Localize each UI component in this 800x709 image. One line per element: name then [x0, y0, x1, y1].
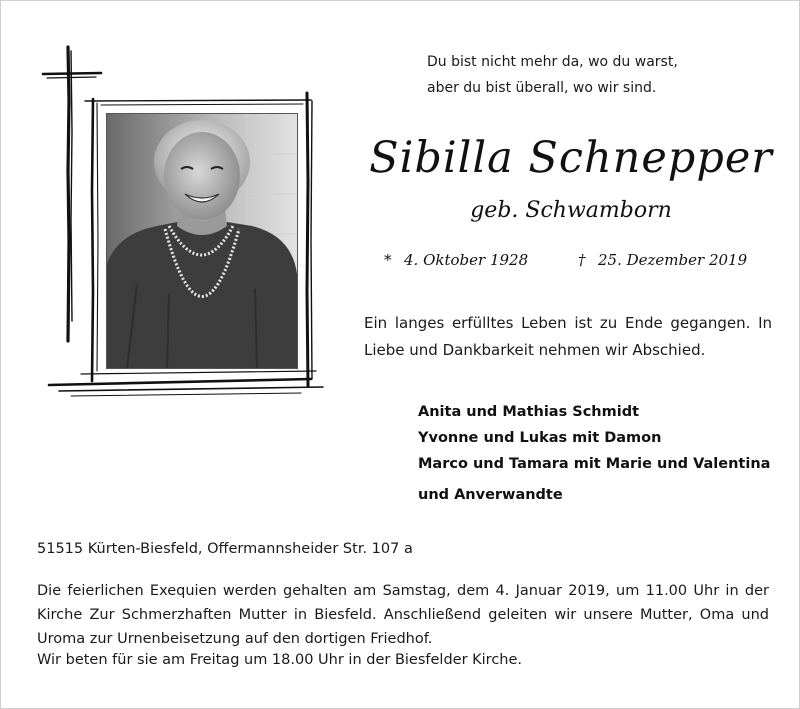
address: 51515 Kürten-Biesfeld, Offermannsheider Str. 107 a [37, 541, 413, 557]
mourner-entry: Anita und Mathias Schmidt [418, 404, 640, 420]
birth-name: geb. Schwamborn [470, 198, 672, 223]
death-cross-icon: † [578, 251, 586, 269]
relatives: und Anverwandte [418, 487, 563, 503]
prayer-info: Wir beten für sie am Freitag um 18.00 Uhr in der Biesfelder Kirche. [37, 652, 523, 668]
mourner-entry: Marco und Tamara mit Marie und Valentina [418, 456, 771, 472]
service-info [37, 579, 769, 651]
death-date-block [578, 251, 747, 269]
motto-line: Du bist nicht mehr da, wo du warst, [427, 54, 678, 70]
birth-date: 4. Oktober 1928 [404, 251, 529, 269]
birth-date-block [384, 251, 528, 269]
farewell-line: Liebe und Dankbarkeit nehmen wir Abschied. [364, 341, 706, 359]
service-line: Uroma zur Urnenbeisetzung auf den dortigen Friedhof. [37, 631, 433, 647]
portrait-photo [106, 113, 298, 369]
deceased-name: Sibilla Schnepper [369, 133, 773, 183]
birth-star-icon: * [384, 251, 392, 269]
motto [427, 49, 767, 101]
mourner-entry: Yvonne und Lukas mit Damon [418, 430, 662, 446]
service-line: Kirche Zur Schmerzhaften Mutter in Biesfeld. Anschließend geleiten wir unsere Mutter, Oma und [37, 607, 769, 623]
service-line: Die feierlichen Exequien werden gehalten am Samstag, dem 4. Januar 2019, um 11.00 Uhr in der [37, 583, 769, 599]
death-date: 25. Dezember 2019 [598, 251, 748, 269]
mourners-list [418, 399, 788, 477]
farewell-line: Ein langes erfülltes Leben ist zu Ende gegangen. In [364, 314, 772, 332]
farewell-text [364, 310, 772, 364]
motto-line: aber du bist überall, wo wir sind. [427, 80, 657, 96]
